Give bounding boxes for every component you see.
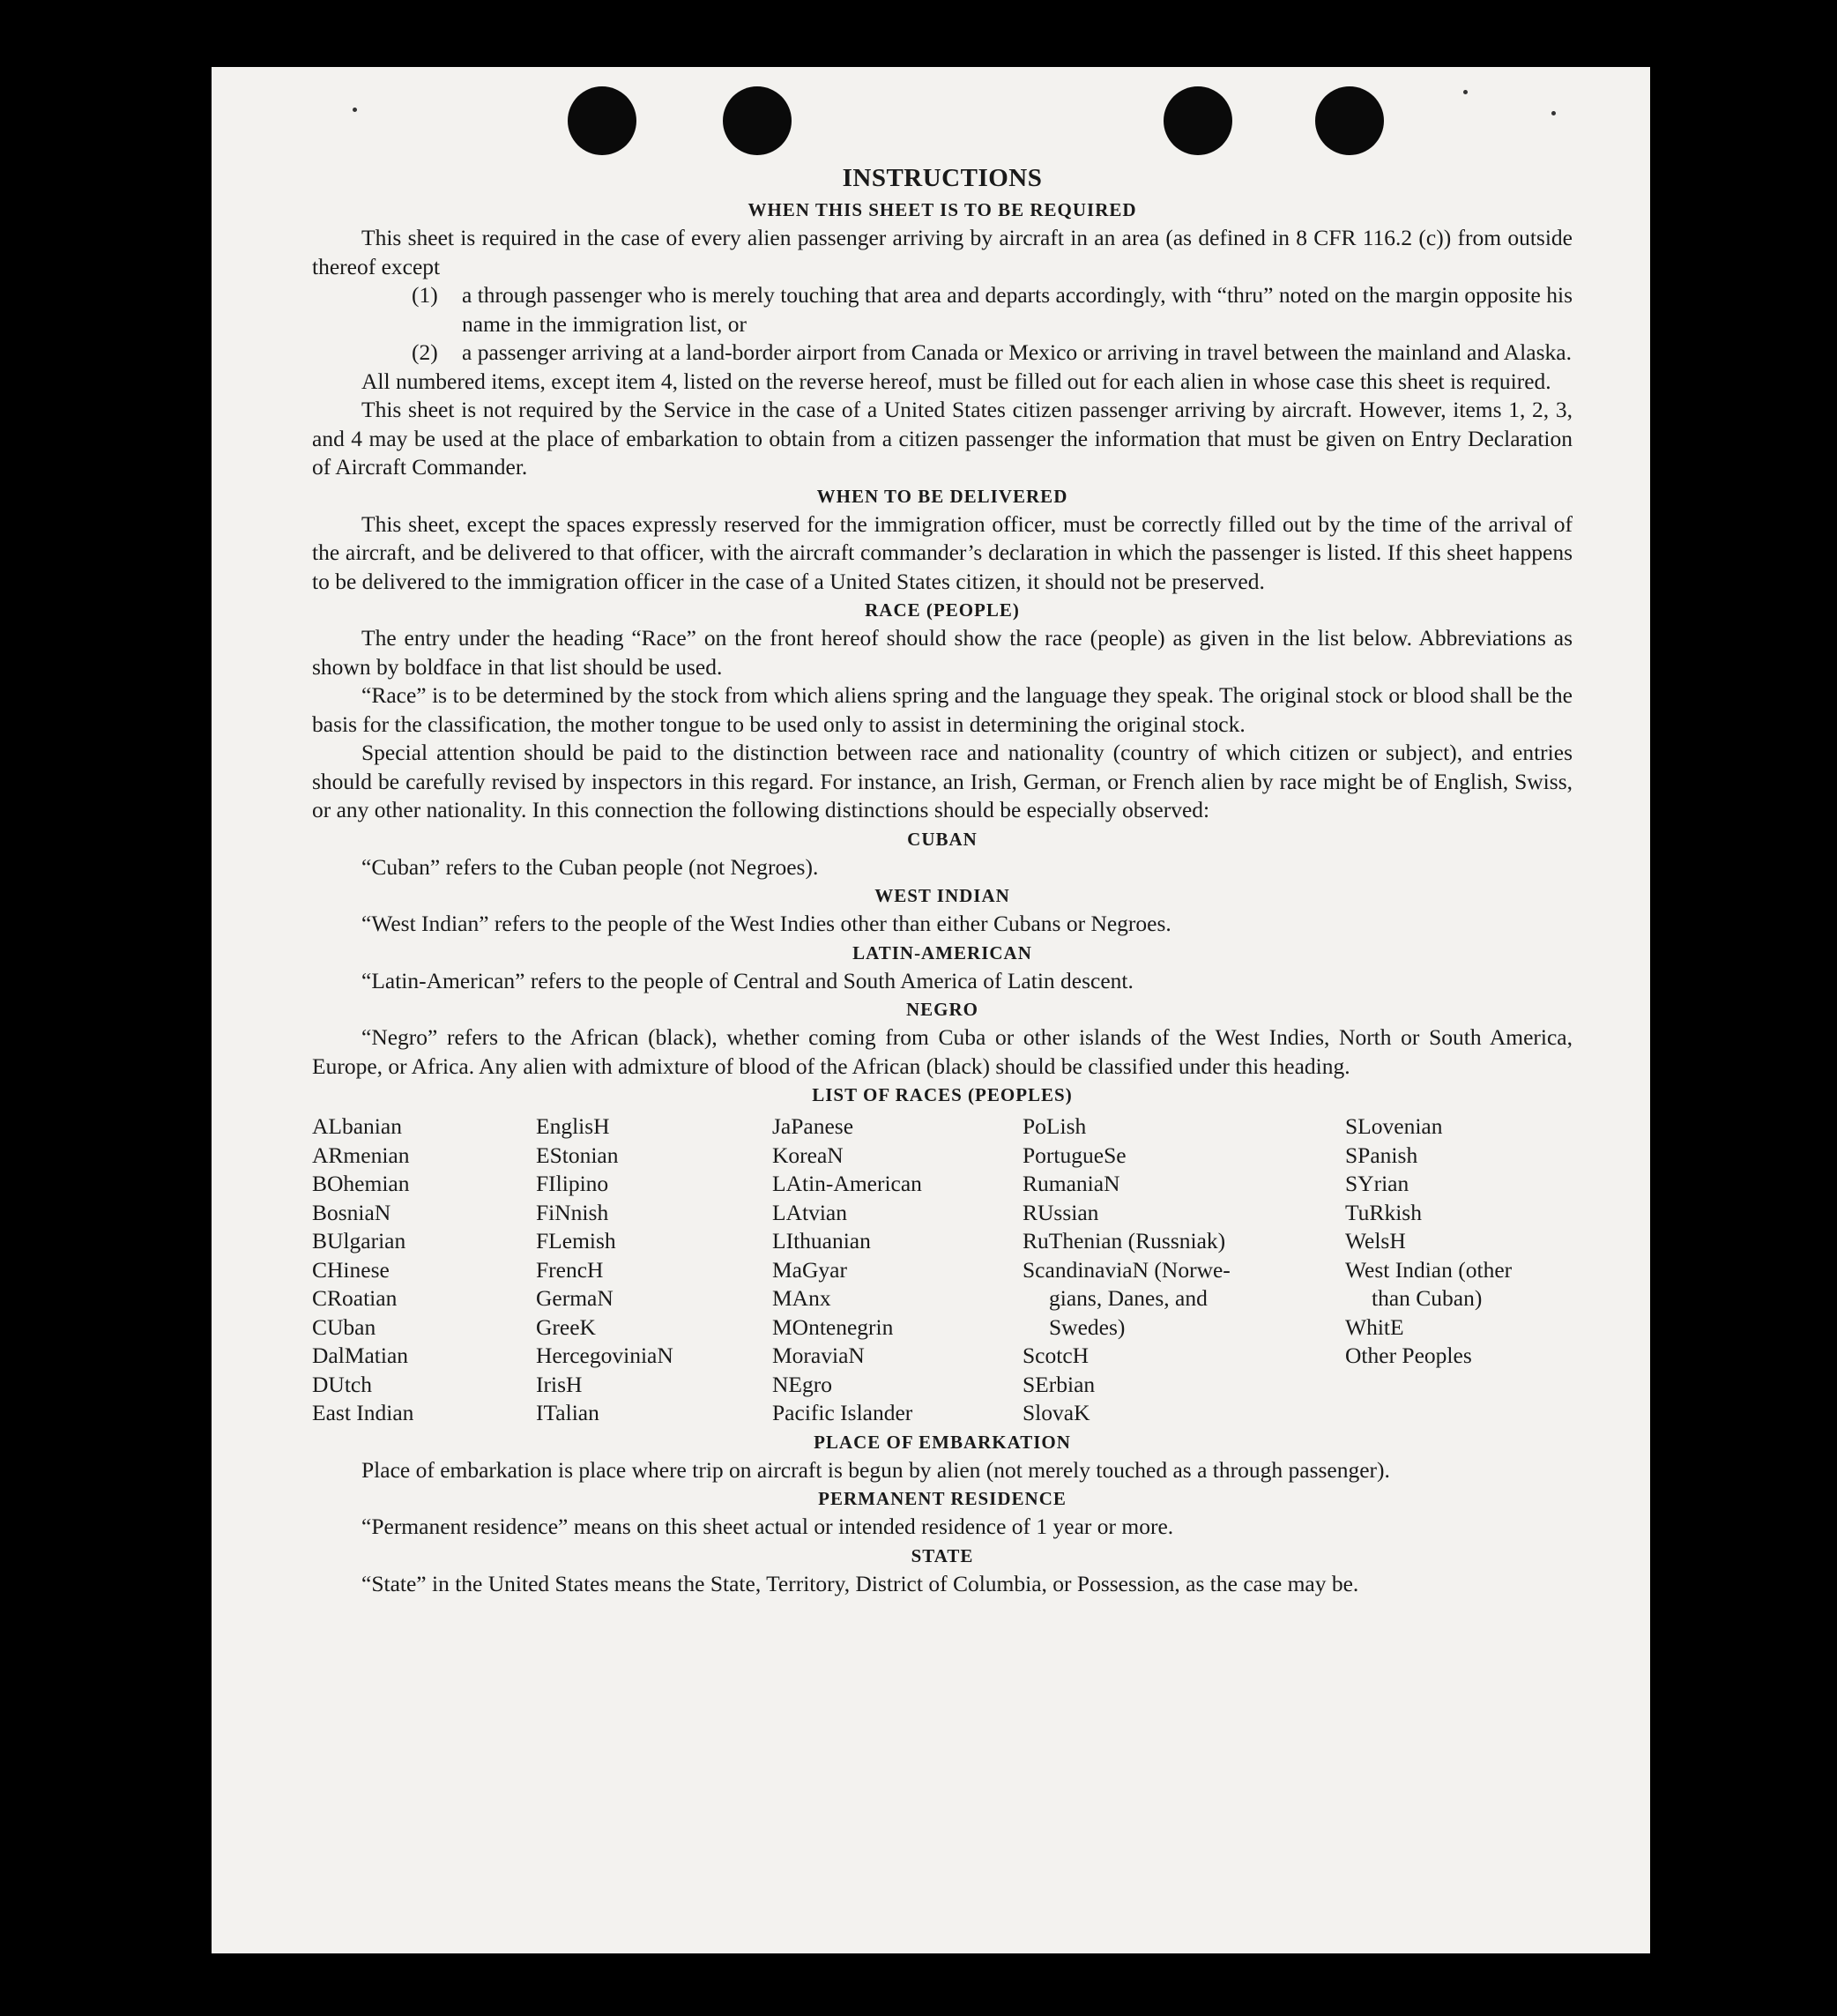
race-entry: SYrian [1345,1171,1409,1196]
races-column [536,1112,772,1428]
numbered-item [312,281,1573,338]
paragraph: “Permanent residence” means on this sheet actual or intended residence of 1 year or more. [361,1514,1174,1539]
race-entry: PortugueSe [1023,1142,1127,1168]
section-heading-state: STATE [911,1544,974,1566]
race-entry: West Indian (other [1345,1256,1513,1283]
race-entry: SPanish [1345,1142,1418,1168]
paragraph: “Cuban” refers to the Cuban people (not Negroes). [361,853,819,880]
race-entry: MAnx [772,1285,831,1311]
section-heading-list-of-races: LIST OF RACES (PEOPLES) [812,1084,1073,1105]
paragraph: “State” in the United States means the State, Territory, District of Columbia, or Possession, as the case may be. [361,1570,1359,1596]
race-entry: LAtin-American [772,1171,922,1196]
race-entry: NEgro [772,1371,832,1397]
speck [1551,111,1556,115]
races-column [1345,1112,1573,1428]
paragraph: “Race” is to be determined by the stock from which aliens spring and the language they speak. The original stock or blood shall be the basis for the classification, the mother tongue to be used only to assist in determining the original stock. [312,682,1573,737]
section-heading-negro: NEGRO [905,999,978,1020]
race-entry: ALbanian [312,1113,402,1139]
section-heading-required: WHEN THIS SHEET IS TO BE REQUIRED [747,199,1137,220]
section-heading-cuban: CUBAN [907,828,978,850]
race-entry: ScotcH [1023,1343,1090,1368]
punch-hole [568,86,636,155]
race-entry: RuThenian (Russniak) [1023,1228,1226,1253]
races-column [772,1112,1023,1428]
race-entry: BosniaN [312,1199,391,1225]
section-heading-residence: PERMANENT RESIDENCE [818,1488,1067,1509]
section-heading-race: RACE (PEOPLE) [865,599,1020,621]
race-entry: MaGyar [772,1256,847,1283]
race-entry: JaPanese [772,1113,854,1139]
race-entry: DUtch [312,1371,372,1397]
paragraph: Place of embarkation is place where trip on aircraft is begun by alien (not merely touched as a through passenger). [361,1456,1390,1483]
race-entry: MOntenegrin [772,1313,894,1340]
race-entry: FrencH [536,1256,604,1283]
race-entry: Other Peoples [1345,1343,1472,1368]
item-number: (1) [412,282,438,308]
page-title: INSTRUCTIONS [842,164,1043,192]
paragraph: “Negro” refers to the African (black), whether coming from Cuba or other islands of the West Indies, North or South America, Europe, or Africa. Any alien with admixture of blood of the African (black) should be classified under this heading. [312,1024,1573,1079]
paragraph: This sheet, except the spaces expressly reserved for the immigration officer, must be correctly filled out by the time of the arrival of the aircraft, and be delivered to that officer, with the aircraft commander’s declaration in which the passenger is listed. If this sheet happens to be delivered to the immigration officer in the case of a United States citizen, it should not be preserved. [312,510,1573,594]
race-entry: CHinese [312,1256,390,1283]
paragraph: “West Indian” refers to the people of the West Indies other than either Cubans or Negroes. [361,911,1171,936]
race-entry: RumaniaN [1023,1171,1120,1196]
race-entry: WelsH [1345,1228,1406,1253]
race-entry: CRoatian [312,1285,398,1311]
paragraph: All numbered items, except item 4, listed on the reverse hereof, must be filled out for each alien in whose case this sheet is required. [361,368,1551,394]
race-entry: DalMatian [312,1343,409,1368]
race-entry: gians, Danes, and [1049,1285,1208,1311]
race-entry: Pacific Islander [772,1400,913,1425]
punch-hole [723,86,792,155]
race-entry: FiNnish [536,1199,609,1225]
race-entry: LIthuanian [772,1228,871,1253]
races-column [312,1112,536,1428]
paragraph: The entry under the heading “Race” on the front hereof should show the race (people) as given in the list below. Abbreviations as shown by boldface in that list should be used. [312,625,1573,680]
paragraph: This sheet is required in the case of every alien passenger arriving by aircraft in an area (as defined in 8 CFR 116.2 (c)) from outside thereof except [312,225,1573,279]
section-heading-west-indian: WEST INDIAN [874,885,1010,906]
race-entry: BOhemian [312,1171,410,1196]
section-heading-latin-american: LATIN-AMERICAN [852,941,1032,963]
race-entry: ScandinaviaN (Norwe- [1023,1256,1231,1283]
item-text: a passenger arriving at a land-border airport from Canada or Mexico or arriving in travel between the mainland and Alaska. [462,339,1572,365]
race-entry: EStonian [536,1142,619,1168]
race-entry: GermaN [536,1285,614,1311]
race-entry: HercegoviniaN [536,1343,673,1368]
race-entry: CUban [312,1313,376,1340]
race-entry: TuRkish [1345,1199,1422,1225]
race-entry: SErbian [1023,1371,1096,1397]
race-entry: RUssian [1023,1199,1099,1225]
race-entry: WhitE [1345,1313,1404,1340]
paragraph: “Latin-American” refers to the people of Central and South America of Latin descent. [361,967,1134,993]
race-entry: MoraviaN [772,1343,865,1368]
race-entry: Swedes) [1049,1313,1126,1340]
section-heading-delivered: WHEN TO BE DELIVERED [816,485,1068,507]
instructions-content [312,160,1573,1598]
speck [1463,90,1468,94]
document-sheet [212,67,1650,1953]
race-entry: EnglisH [536,1113,610,1139]
item-number: (2) [412,339,438,365]
race-entry: LAtvian [772,1199,847,1225]
item-text: a through passenger who is merely touching that area and departs accordingly, with “thru” noted on the margin opposite his name in the immigration list, or [462,282,1573,337]
race-entry: SLovenian [1345,1113,1443,1139]
paragraph: This sheet is not required by the Service in the case of a United States citizen passenger arriving by aircraft. However, items 1, 2, 3, and 4 may be used at the place of embarkation to obtain from a citizen passenger the information that must be given on Entry Declaration of Aircraft Commander. [312,397,1573,480]
numbered-item [312,338,1573,368]
paragraph: Special attention should be paid to the distinction between race and nationality (country of which citizen or subject), and entries should be carefully revised by inspectors in this regard. For instance, an Irish, German, or French alien by race might be of English, Swiss, or any other nationality. In this connection the following distinctions should be especially observed: [312,740,1573,822]
race-entry: than Cuban) [1372,1285,1483,1311]
race-entry: East Indian [312,1400,414,1425]
section-heading-embarkation: PLACE OF EMBARKATION [814,1431,1071,1453]
race-entry: IrisH [536,1371,583,1397]
race-entry: FIlipino [536,1171,609,1196]
race-entry: ARmenian [312,1142,410,1168]
race-entry: ITalian [536,1400,599,1425]
race-entry: SlovaK [1023,1400,1090,1425]
speck [353,108,357,112]
race-entry: PoLish [1023,1113,1087,1139]
races-list [312,1112,1573,1428]
race-entry: FLemish [536,1228,616,1253]
punch-hole [1315,86,1384,155]
punch-hole [1164,86,1232,155]
race-entry: GreeK [536,1313,596,1340]
races-column [1023,1112,1345,1428]
race-entry: BUlgarian [312,1228,406,1253]
race-entry: KoreaN [772,1142,844,1168]
